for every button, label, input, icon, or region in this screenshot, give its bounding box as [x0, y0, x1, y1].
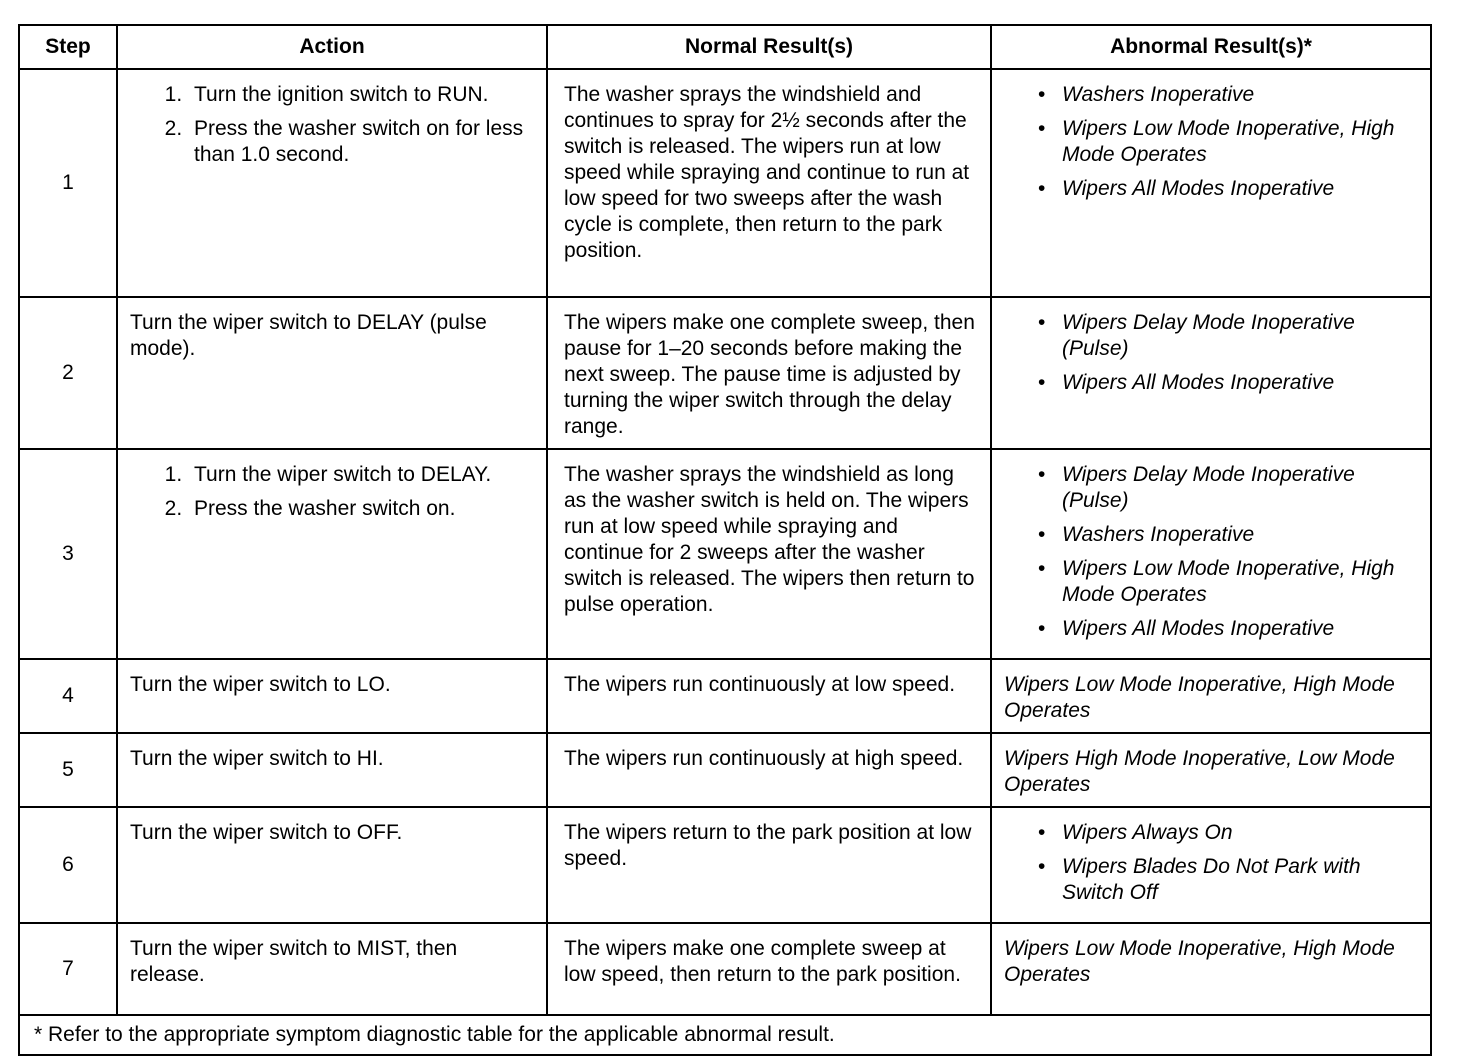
- step-number: 1: [19, 69, 117, 297]
- normal-result-cell: The wipers run continuously at high speed.: [547, 733, 991, 807]
- table-row: [19, 733, 1431, 807]
- action-item: 2. Press the washer switch on for less than 1.0 second.: [188, 116, 536, 168]
- abnormal-list: [1004, 82, 1420, 202]
- normal-result-cell: The washer sprays the windshield and continues to spray for 2½ seconds after the switch is released. The wipers run at low speed while spraying and continue to run at low speed for two sweeps after the wash cycle is complete, then return to the park position.: [547, 69, 991, 297]
- header-step: Step: [19, 25, 117, 69]
- action-item: 1. Turn the wiper switch to DELAY.: [188, 462, 536, 488]
- footnote: * Refer to the appropriate symptom diagnostic table for the applicable abnormal result.: [19, 1015, 1431, 1055]
- abnormal-item: • Washers Inoperative: [1062, 522, 1420, 548]
- step-number: 6: [19, 807, 117, 923]
- action-list: [130, 82, 536, 168]
- table-row: [19, 923, 1431, 1015]
- normal-result-cell: The wipers run continuously at low speed.: [547, 659, 991, 733]
- header-normal-results: Normal Result(s): [547, 25, 991, 69]
- footnote-row: [19, 1015, 1431, 1055]
- table-row: [19, 297, 1431, 449]
- abnormal-result-cell: Wipers Low Mode Inoperative, High Mode Operates: [991, 923, 1431, 1015]
- abnormal-item: • Wipers Low Mode Inoperative, High Mode Operates: [1062, 116, 1420, 168]
- diagnostic-table-container: [18, 24, 1430, 1056]
- abnormal-result-cell: [991, 449, 1431, 659]
- action-item: 1. Turn the ignition switch to RUN.: [188, 82, 536, 108]
- abnormal-item: • Wipers Always On: [1062, 820, 1420, 846]
- action-cell: Turn the wiper switch to OFF.: [117, 807, 547, 923]
- table-row: [19, 659, 1431, 733]
- header-row: [19, 25, 1431, 69]
- abnormal-result-cell: Wipers High Mode Inoperative, Low Mode Operates: [991, 733, 1431, 807]
- abnormal-item: • Wipers Low Mode Inoperative, High Mode Operates: [1062, 556, 1420, 608]
- abnormal-item: • Wipers All Modes Inoperative: [1062, 370, 1420, 396]
- normal-result-cell: The wipers make one complete sweep, then pause for 1–20 seconds before making the next sweep. The pause time is adjusted by turning the wiper switch through the delay range.: [547, 297, 991, 449]
- action-cell: [117, 69, 547, 297]
- step-number: 3: [19, 449, 117, 659]
- table-row: [19, 449, 1431, 659]
- action-cell: [117, 449, 547, 659]
- header-abnormal-results: Abnormal Result(s)*: [991, 25, 1431, 69]
- abnormal-list: [1004, 310, 1420, 396]
- step-number: 7: [19, 923, 117, 1015]
- action-cell: Turn the wiper switch to MIST, then release.: [117, 923, 547, 1015]
- abnormal-result-cell: [991, 69, 1431, 297]
- table-row: [19, 69, 1431, 297]
- action-cell: Turn the wiper switch to DELAY (pulse mode).: [117, 297, 547, 449]
- abnormal-item: • Wipers All Modes Inoperative: [1062, 176, 1420, 202]
- diagnostic-table: [18, 24, 1432, 1056]
- header-action: Action: [117, 25, 547, 69]
- normal-result-cell: The wipers make one complete sweep at low speed, then return to the park position.: [547, 923, 991, 1015]
- abnormal-list: [1004, 462, 1420, 642]
- step-number: 5: [19, 733, 117, 807]
- table-row: [19, 807, 1431, 923]
- abnormal-item: • Washers Inoperative: [1062, 82, 1420, 108]
- abnormal-result-cell: [991, 807, 1431, 923]
- abnormal-item: • Wipers Delay Mode Inoperative (Pulse): [1062, 462, 1420, 514]
- action-list: [130, 462, 536, 522]
- action-cell: Turn the wiper switch to LO.: [117, 659, 547, 733]
- step-number: 4: [19, 659, 117, 733]
- step-number: 2: [19, 297, 117, 449]
- abnormal-list: [1004, 820, 1420, 906]
- abnormal-result-cell: [991, 297, 1431, 449]
- abnormal-result-cell: Wipers Low Mode Inoperative, High Mode Operates: [991, 659, 1431, 733]
- abnormal-item: • Wipers Blades Do Not Park with Switch Off: [1062, 854, 1420, 906]
- abnormal-item: • Wipers Delay Mode Inoperative (Pulse): [1062, 310, 1420, 362]
- normal-result-cell: The wipers return to the park position at low speed.: [547, 807, 991, 923]
- abnormal-item: • Wipers All Modes Inoperative: [1062, 616, 1420, 642]
- normal-result-cell: The washer sprays the windshield as long as the washer switch is held on. The wipers run at low speed while spraying and continue for 2 sweeps after the washer switch is released. The wipers then return to pulse operation.: [547, 449, 991, 659]
- action-cell: Turn the wiper switch to HI.: [117, 733, 547, 807]
- action-item: 2. Press the washer switch on.: [188, 496, 536, 522]
